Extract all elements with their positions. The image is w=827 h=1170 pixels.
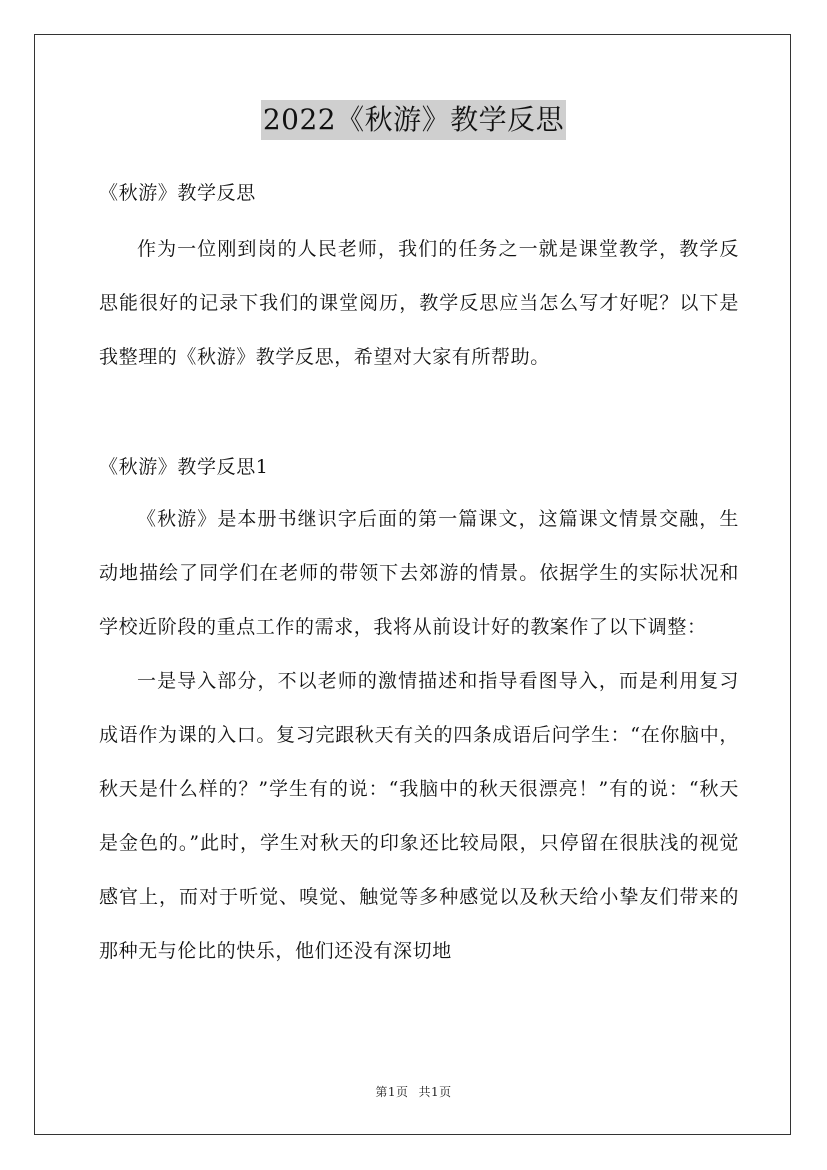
page-footer (0, 1083, 827, 1100)
intro-body (99, 222, 739, 384)
document-title: 2022《秋游》教学反思 (261, 100, 566, 140)
intro-paragraph: 作为一位刚到岗的人民老师，我们的任务之一就是课堂教学，教学反思能很好的记录下我们的课堂阅历，教学反思应当怎么写才好呢？以下是我整理的《秋游》教学反思，希望对大家有所帮助。 (99, 238, 739, 368)
intro-section (99, 181, 739, 205)
section1-paragraph-2: 一是导入部分，不以老师的激情描述和指导看图导入，而是利用复习成语作为课的入口。复习完跟秋天有关的四条成语后问学生：“在你脑中，秋天是什么样的？”学生有的说：“我脑中的秋天很漂亮！”有的说：“秋天是金色的。”此时，学生对秋天的印象还比较局限，只停留在很肤浅的视觉感官上，而对于听觉、嗅觉、触觉等多种感觉以及秋天给小挚友们带来的那种无与伦比的快乐，他们还没有深切地 (99, 670, 739, 962)
section1-body (99, 492, 739, 978)
section1-heading: 《秋游》教学反思1 (99, 456, 269, 478)
page-number-total: 共1页 (418, 1085, 452, 1099)
title-container (0, 100, 827, 140)
section1-paragraph-1: 《秋游》是本册书继识字后面的第一篇课文，这篇课文情景交融，生动地描绘了同学们在老师的带领下去郊游的情景。依据学生的实际状况和学校近阶段的重点工作的需求，我将从前设计好的教案作了以下调整： (99, 508, 739, 638)
intro-heading: 《秋游》教学反思 (99, 182, 256, 204)
section1 (99, 455, 739, 479)
page-number-current: 第1页 (375, 1085, 409, 1099)
